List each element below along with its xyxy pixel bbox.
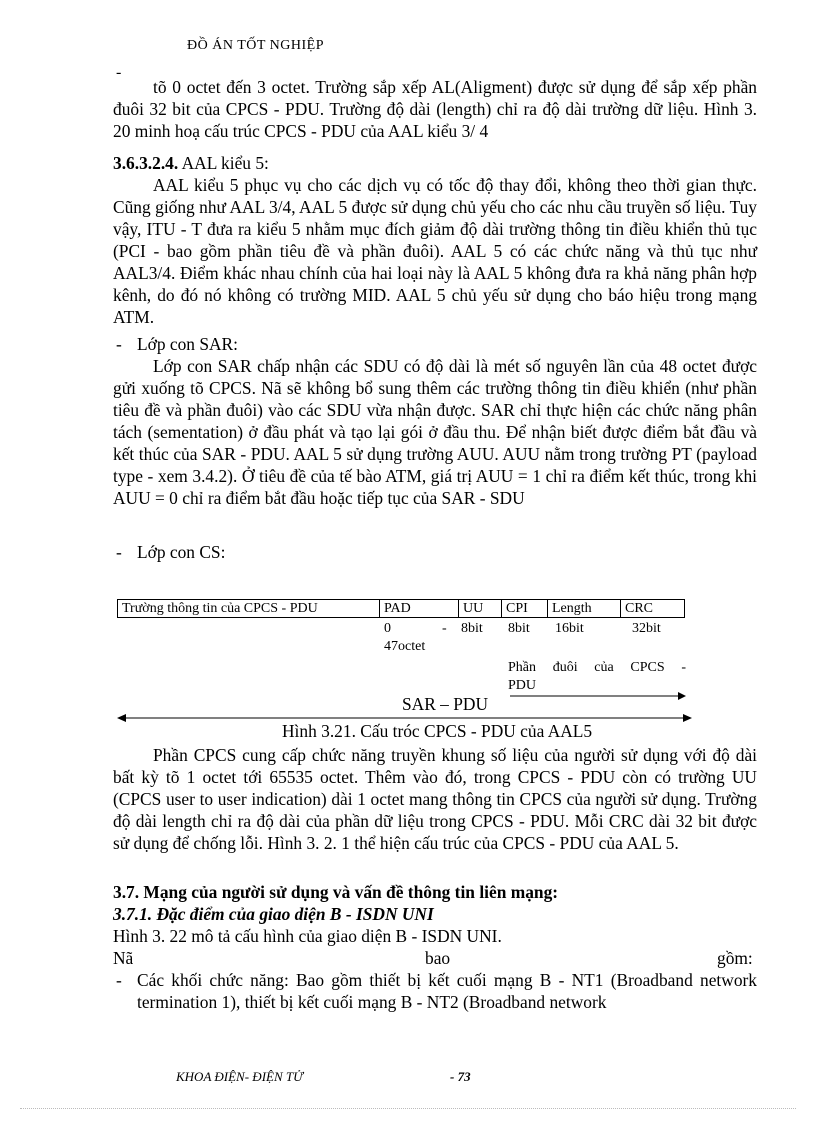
figure-caption: Hình 3.21. Cấu tróc CPCS - PDU của AAL5 bbox=[282, 721, 593, 741]
bullet-dash-sar: - bbox=[116, 334, 122, 354]
paragraph-5: Hình 3. 22 mô tả cấu hình của giao diện B - ISDN UNI. bbox=[113, 926, 502, 946]
paragraph-2: AAL kiểu 5 phục vụ cho các dịch vụ có tốc độ thay đổi, không theo thời gian thực. Cũng giống như AAL 3/4, AAL 5 được sử dụng chủ yếu cho các nhu cầu truyền số liệu. Tuy vậy, ITU - T đưa ra kiểu 5 nhằm mục đích giảm độ dài trường thông tin điều khiển thủ tục (PCI - bao gồm phần tiêu đề và phần đuôi). AAL 5 có các chức năng và thủ tục như AAL3/4. Điểm khác nhau chính của hai loại này là AAL 5 không đưa ra khả năng phân hợp kênh, do đó nó không có trường MID. AAL 5 chủ yếu sử dụng cho báo hiệu trong mạng ATM. bbox=[113, 175, 757, 327]
size-pad-start: 0 bbox=[384, 621, 391, 636]
size-crc: 32bit bbox=[632, 621, 661, 636]
bullet-cs: Lớp con CS: bbox=[137, 542, 226, 562]
footer-rule bbox=[20, 1108, 796, 1109]
heading-3-7-1: 3.7.1. Đặc điểm của giao diện B - ISDN UNI bbox=[113, 904, 434, 924]
paragraph-6-start: Nã bbox=[113, 948, 134, 968]
footer-department: KHOA ĐIỆN- ĐIỆN TỬ bbox=[176, 1069, 303, 1084]
paragraph-6-middle: bao bbox=[425, 948, 451, 968]
page-header: ĐỒ ÁN TỐT NGHIỆP bbox=[187, 38, 324, 53]
size-length: 16bit bbox=[555, 621, 584, 636]
field-cpi: CPI bbox=[502, 600, 548, 618]
top-dash: - bbox=[116, 64, 122, 81]
field-pad: PAD bbox=[380, 600, 459, 618]
heading-text: AAL kiểu 5: bbox=[178, 153, 269, 173]
size-cpi: 8bit bbox=[508, 621, 530, 636]
size-pad-dash: - bbox=[442, 621, 447, 636]
paragraph-1: tõ 0 octet đến 3 octet. Trường sắp xếp AL(Aligment) được sử dụng để sắp xếp phần đuôi 32 bit của CPCS - PDU. Trường độ dài (length) chỉ ra độ dài trường dữ liệu. Hình 3. 20 minh hoạ cấu trúc CPCS - PDU của AAL kiểu 3/ 4 bbox=[113, 77, 757, 141]
size-uu: 8bit bbox=[461, 621, 483, 636]
size-pad-end: 47octet bbox=[384, 639, 426, 654]
bullet-dash-cs: - bbox=[116, 542, 122, 562]
sar-pdu-label: SAR – PDU bbox=[402, 694, 489, 714]
paragraph-3: Lớp con SAR chấp nhận các SDU có độ dài là mét số nguyên lần của 48 octet được gửi xuống tõ CPCS. Nã sẽ không bổ sung thêm các trường thông tin điều khiển (như phần tiêu đề và phần đuôi) vào các SDU vừa nhận được. SAR chỉ thực hiện các chức năng phân tách (sementation) ở đầu phát và tạo lại gói ở đầu thu. Để nhận biết được điểm bắt đầu và kết thúc của SAR - PDU. AAL 5 sử dụng trường AUU. AUU nằm trong trường PT (payload type - xem 3.4.2). Ở tiêu đề của tế bào ATM, giá trị AUU = 1 chỉ ra điểm kết thúc, trong khi AUU = 0 chỉ ra điểm bắt đầu hoặc tiếp tục của SAR - SDU bbox=[113, 356, 757, 508]
page-number: - 73 bbox=[450, 1069, 471, 1084]
paragraph-4: Phần CPCS cung cấp chức năng truyền khung số liệu của người sử dụng với độ dài bất kỳ tõ 1 octet tới 65535 octet. Thêm vào đó, trong CPCS - PDU còn có trường UU (CPCS user to user indication) dài 1 octet mang thông tin CPCS của người sử dụng. Trường độ dài length chỉ ra độ dài của phần dữ liệu trong CPCS - PDU. Mỗi CRC dài 32 bit được sử dụng để chống lỗi. Hình 3. 2. 1 thể hiện cấu trúc của CPCS - PDU của AAL 5. bbox=[113, 745, 757, 853]
bullet-functional-blocks: Các khối chức năng: Bao gồm thiết bị kết cuối mạng B - NT1 (Broadband network termination 1), thiết bị kết cuối mạng B - NT2 (Broadband network bbox=[137, 970, 757, 1012]
field-crc: CRC bbox=[621, 600, 685, 618]
field-info: Trường thông tin của CPCS - PDU bbox=[118, 600, 380, 618]
heading-number: 3.6.3.2.4. bbox=[113, 153, 179, 173]
trailer-label: Phần đuôi của CPCS - bbox=[508, 660, 686, 675]
trailer-arrow bbox=[510, 692, 686, 700]
trailer-label-2: PDU bbox=[508, 678, 537, 693]
field-length: Length bbox=[548, 600, 621, 618]
bullet-sar: Lớp con SAR: bbox=[137, 334, 238, 354]
bullet-dash-last: - bbox=[116, 970, 122, 990]
paragraph-6-end: gồm: bbox=[717, 948, 753, 968]
field-uu: UU bbox=[459, 600, 502, 618]
heading-3-7: 3.7. Mạng của người sử dụng và vấn đề thông tin liên mạng: bbox=[113, 882, 559, 902]
